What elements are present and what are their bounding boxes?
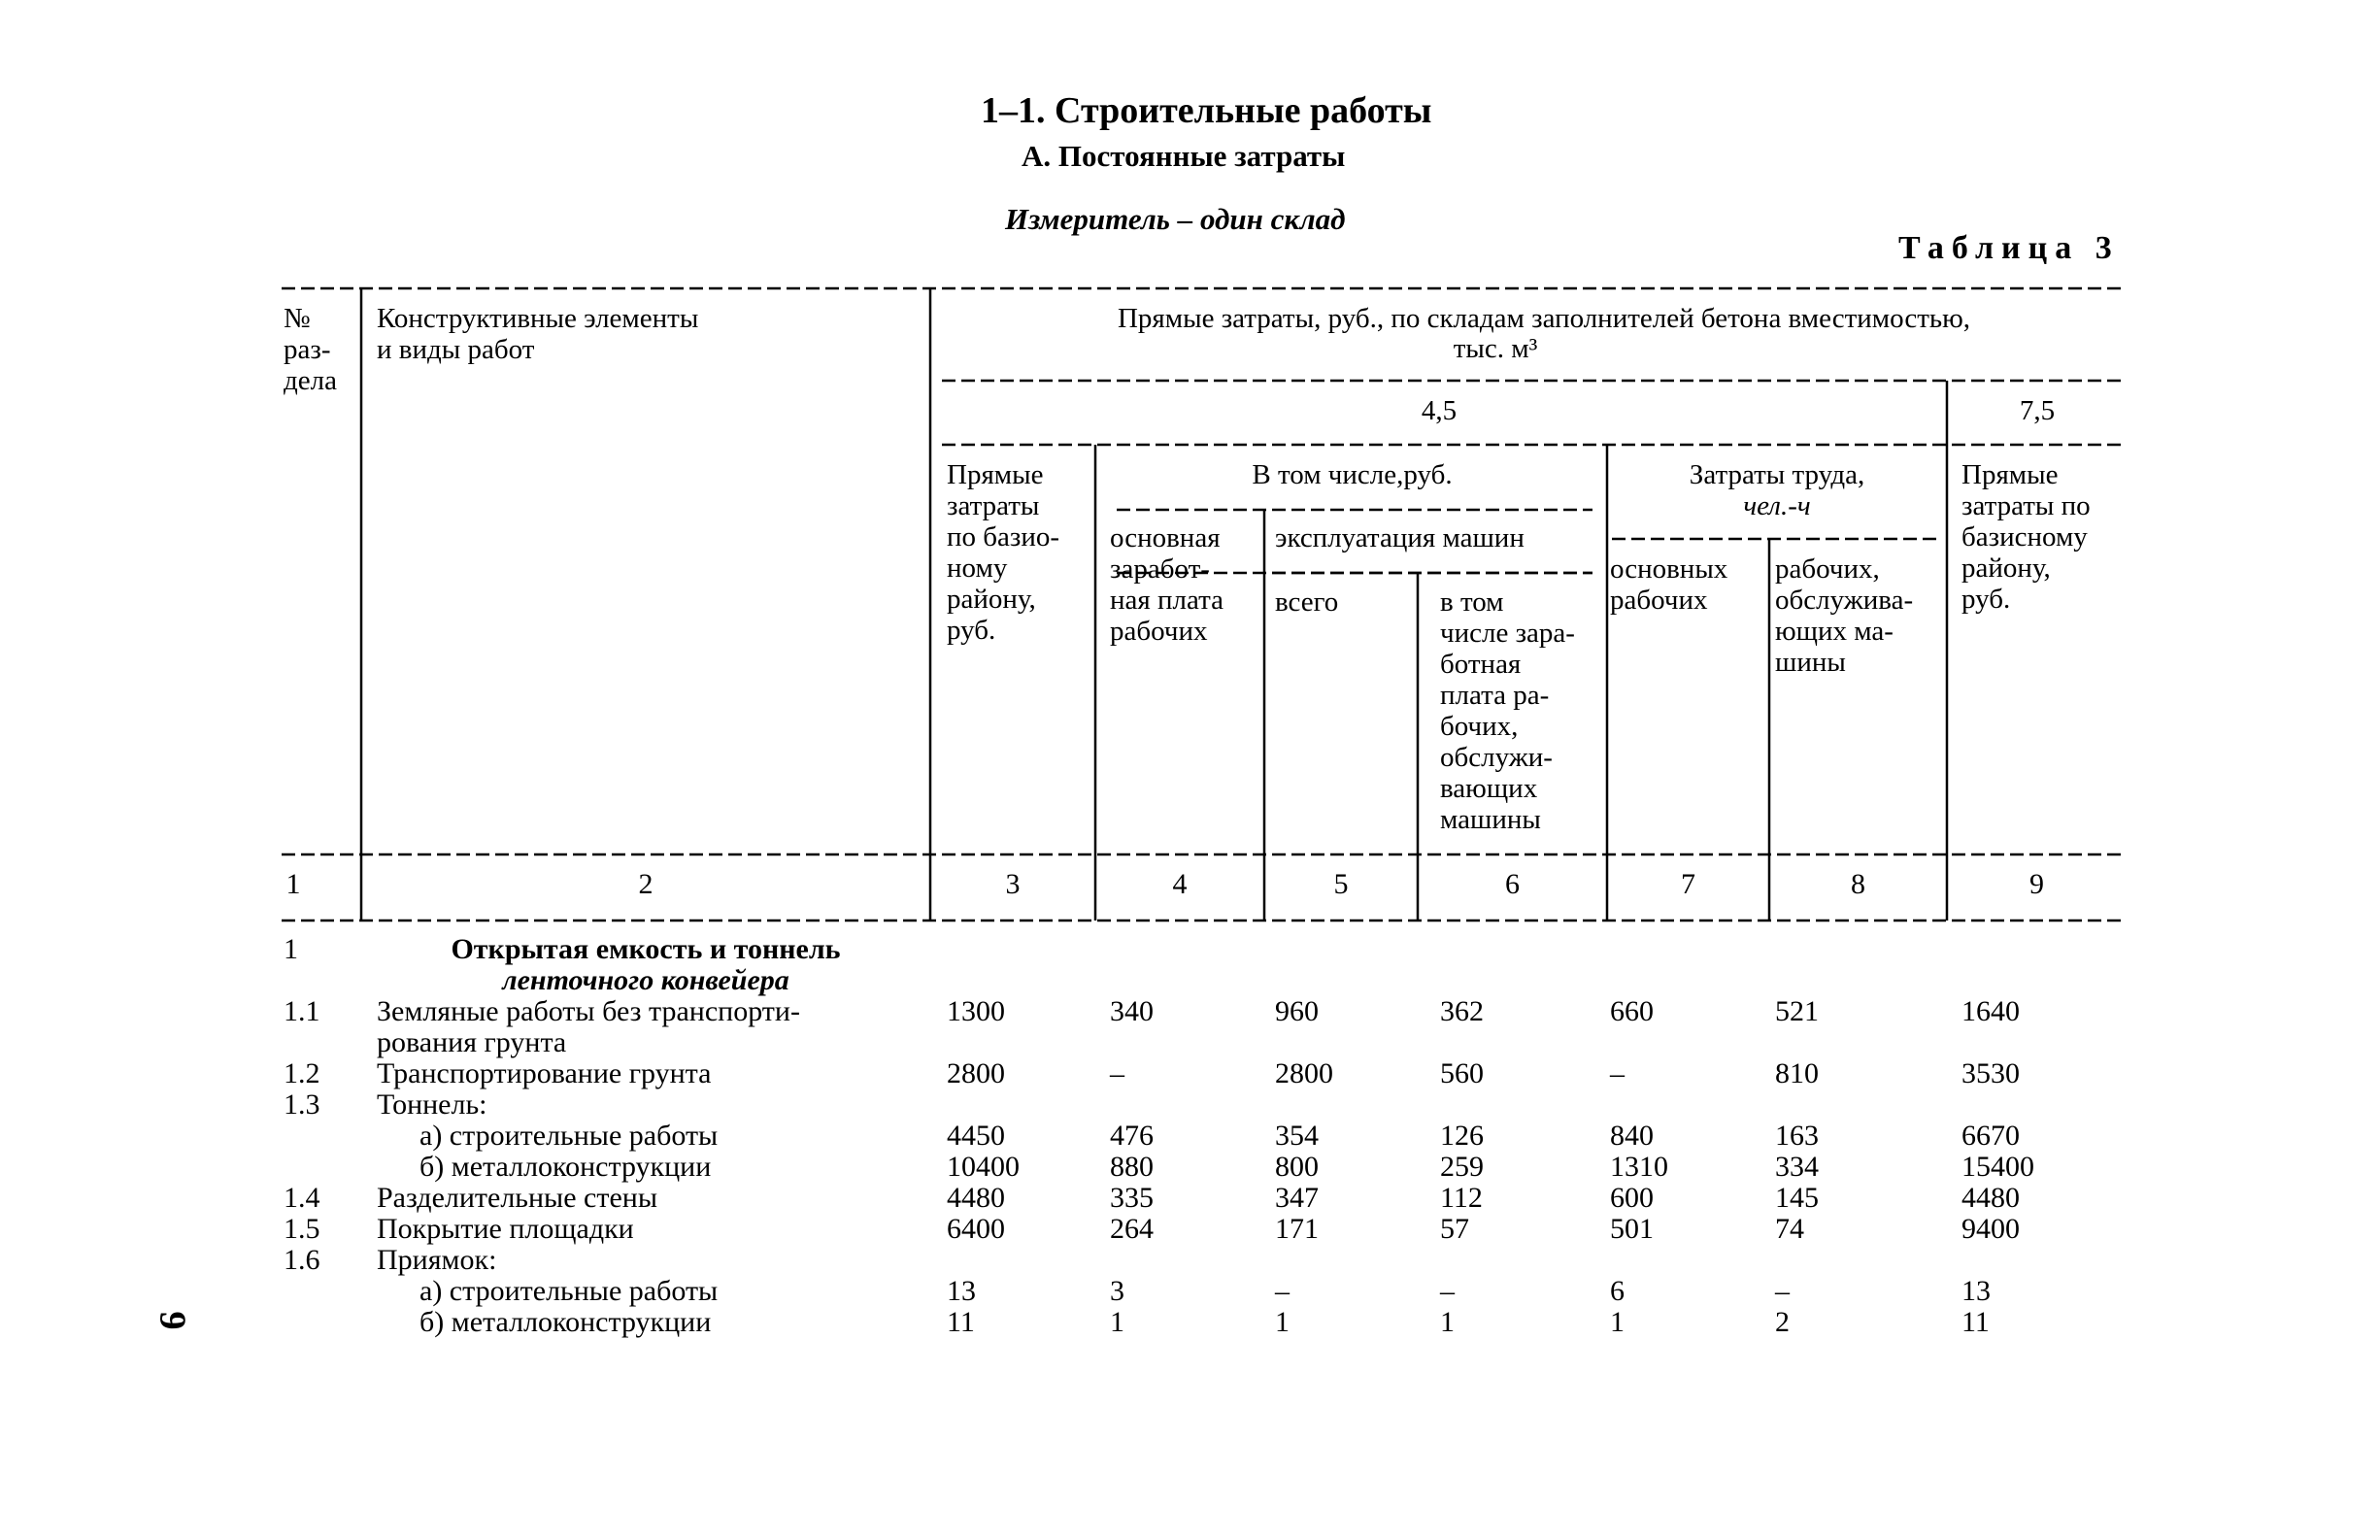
document-subtitle: А. Постоянные затраты	[1022, 139, 1346, 173]
row-value: 960	[1275, 995, 1319, 1027]
table-label: Таблица 3	[1898, 230, 2120, 266]
row-name: б) металлоконструкции	[419, 1306, 712, 1338]
header-section-number: № раз- дела	[284, 303, 337, 396]
header-labor-main: основных рабочих	[1610, 553, 1728, 616]
row-value: 1	[1440, 1306, 1455, 1338]
document-title: 1–1. Строительные работы	[981, 90, 1432, 131]
col-number: 6	[1505, 868, 1520, 900]
row-value: 1	[1110, 1306, 1124, 1338]
col-number: 9	[2029, 868, 2044, 900]
row-value: 10400	[947, 1151, 1020, 1183]
row-value: 126	[1440, 1120, 1484, 1152]
row-number: 1.5	[284, 1213, 320, 1245]
header-machines-total: всего	[1275, 586, 1339, 618]
row-value: 3	[1110, 1275, 1124, 1307]
page-number: 9	[151, 1311, 193, 1330]
row-value: 501	[1610, 1213, 1654, 1245]
row-number: 1.4	[284, 1182, 320, 1214]
row-value: –	[1110, 1057, 1124, 1089]
row-value: 6	[1610, 1275, 1625, 1307]
row-value: 4480	[1961, 1182, 2020, 1214]
row-value: 347	[1275, 1182, 1319, 1214]
row-value: 362	[1440, 995, 1484, 1027]
row-value: 800	[1275, 1151, 1319, 1183]
row-value: 476	[1110, 1120, 1154, 1152]
row-name: а) строительные работы	[419, 1120, 719, 1152]
row-name: Приямок:	[377, 1244, 497, 1276]
row-value: 660	[1610, 995, 1654, 1027]
row-value: 4480	[947, 1182, 1005, 1214]
row-value: 57	[1440, 1213, 1469, 1245]
section-title-cont: ленточного конвейера	[502, 964, 789, 996]
header-machines: эксплуатация машин	[1275, 522, 1525, 553]
row-value: 354	[1275, 1120, 1319, 1152]
row-value: 1640	[1961, 995, 2020, 1027]
col-number: 5	[1333, 868, 1349, 900]
header-including: В том числе,руб.	[1252, 459, 1453, 490]
row-value: 13	[947, 1275, 976, 1307]
row-value: 11	[947, 1306, 975, 1338]
header-capacity-75: 7,5	[2019, 395, 2056, 426]
row-number: 1.1	[284, 995, 320, 1027]
row-value: 340	[1110, 995, 1154, 1027]
row-value: 1	[1610, 1306, 1625, 1338]
row-name: б) металлоконструкции	[419, 1151, 712, 1183]
row-value: 6400	[947, 1213, 1005, 1245]
row-value: 4450	[947, 1120, 1005, 1152]
col-number: 1	[285, 868, 301, 900]
row-number: 1.2	[284, 1057, 320, 1089]
col-number: 3	[1005, 868, 1021, 900]
row-value: 600	[1610, 1182, 1654, 1214]
header-labor-machines: рабочих, обслужива- ющих ма- шины	[1775, 553, 1914, 678]
row-value: 560	[1440, 1057, 1484, 1089]
row-value: 335	[1110, 1182, 1154, 1214]
row-value: 880	[1110, 1151, 1154, 1183]
row-value: 112	[1440, 1182, 1483, 1214]
header-capacity-45: 4,5	[1421, 395, 1458, 426]
row-value: 264	[1110, 1213, 1154, 1245]
header-labor: Затраты труда,	[1689, 459, 1865, 490]
col-number: 8	[1851, 868, 1865, 900]
row-value: –	[1440, 1275, 1455, 1307]
row-value: 6670	[1961, 1120, 2020, 1152]
row-value: 334	[1775, 1151, 1819, 1183]
header-elements: Конструктивные элементы и виды работ	[377, 303, 699, 365]
row-number: 1.6	[284, 1244, 320, 1276]
row-value: 810	[1775, 1057, 1819, 1089]
header-direct-costs: Прямые затраты по базио- ному району, руб.	[947, 459, 1060, 646]
row-value: –	[1610, 1057, 1625, 1089]
row-number: 1.3	[284, 1088, 320, 1121]
row-value: 3530	[1961, 1057, 2020, 1089]
row-value: 15400	[1961, 1151, 2034, 1183]
row-value: 840	[1610, 1120, 1654, 1152]
row-name: Земляные работы без транспорти- рования грунта	[377, 995, 800, 1058]
header-capacity-unit: тыс. м³	[1453, 333, 1538, 364]
row-value: 11	[1961, 1306, 1990, 1338]
row-name: а) строительные работы	[419, 1275, 719, 1307]
col-number: 2	[638, 868, 654, 900]
row-value: 171	[1275, 1213, 1319, 1245]
row-value: 74	[1775, 1213, 1804, 1245]
row-name: Покрытие площадки	[377, 1213, 634, 1245]
header-machines-wages: в том числе зара- ботная плата ра- бочих, обслужи- вающих машины	[1440, 586, 1575, 835]
header-direct-costs-75: Прямые затраты по базисному району, руб.	[1961, 459, 2091, 615]
header-direct-costs-title: Прямые затраты, руб., по складам заполнителей бетона вместимостью,	[1117, 303, 1971, 334]
row-value: 259	[1440, 1151, 1484, 1183]
col-number: 7	[1681, 868, 1695, 900]
header-labor-unit: чел.-ч	[1743, 490, 1811, 521]
row-name: Разделительные стены	[377, 1182, 657, 1214]
row-value: 2800	[947, 1057, 1005, 1089]
measure-unit: Измеритель – один склад	[1005, 202, 1346, 236]
row-value: 2800	[1275, 1057, 1333, 1089]
row-name: Тоннель:	[377, 1088, 487, 1121]
row-value: 1310	[1610, 1151, 1668, 1183]
row-value: 1300	[947, 995, 1005, 1027]
row-value: 163	[1775, 1120, 1819, 1152]
header-wages: основная заработ- ная плата рабочих	[1110, 522, 1224, 647]
section-number: 1	[284, 933, 298, 965]
row-value: 521	[1775, 995, 1819, 1027]
row-value: 2	[1775, 1306, 1790, 1338]
row-value: –	[1775, 1275, 1790, 1307]
row-value: 13	[1961, 1275, 1991, 1307]
col-number: 4	[1172, 868, 1188, 900]
row-name: Транспортирование грунта	[377, 1057, 712, 1089]
row-value: 1	[1275, 1306, 1290, 1338]
row-value: 9400	[1961, 1213, 2020, 1245]
section-title: Открытая емкость и тоннель	[451, 933, 841, 965]
row-value: –	[1275, 1275, 1290, 1307]
row-value: 145	[1775, 1182, 1819, 1214]
